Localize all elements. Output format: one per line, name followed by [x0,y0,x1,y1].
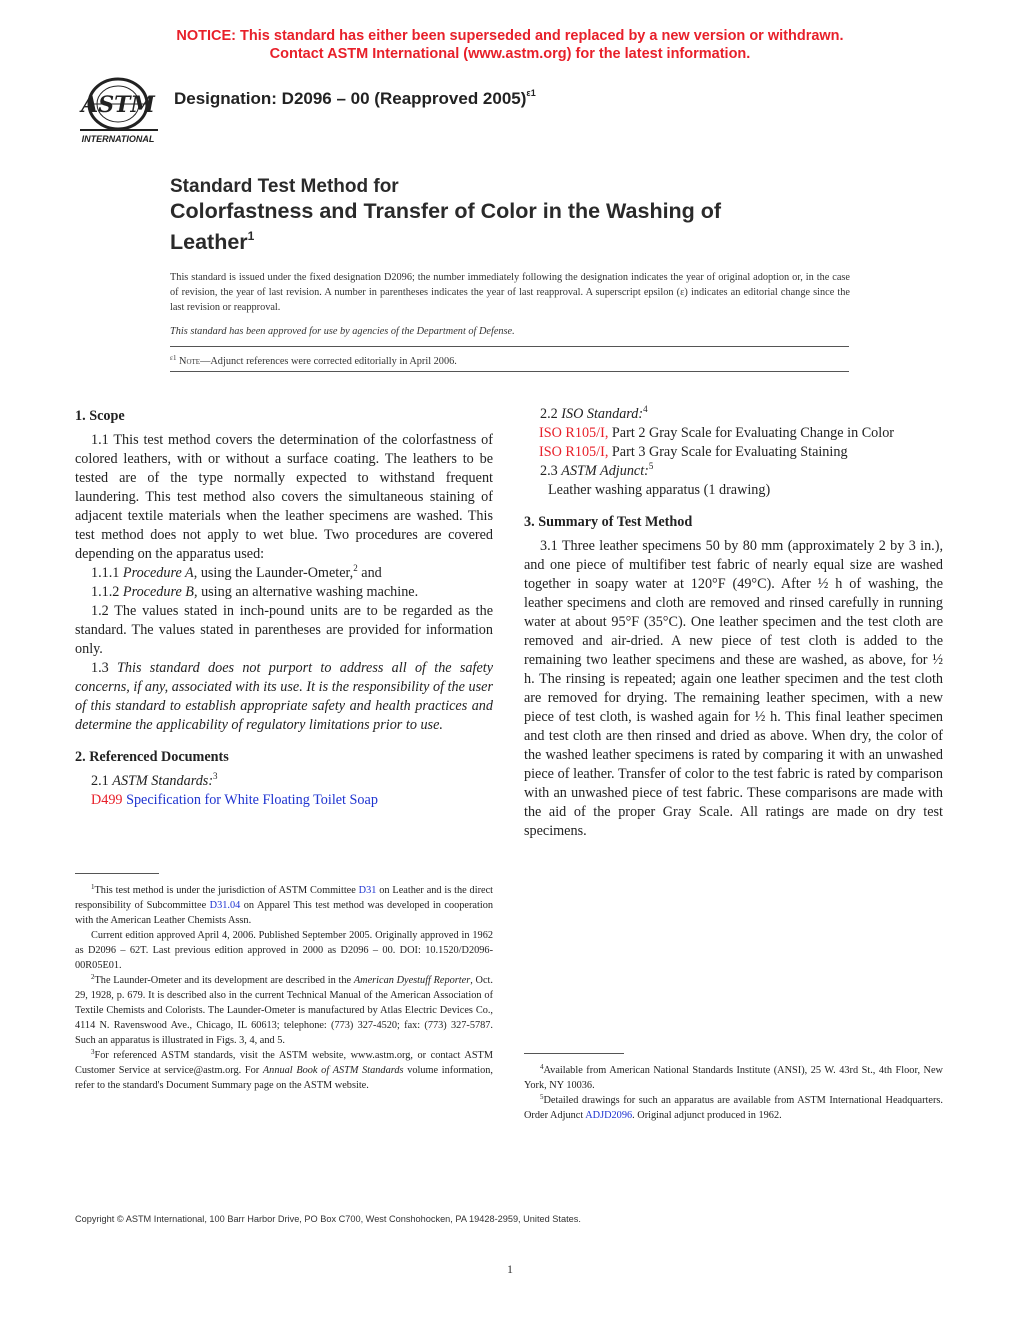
procedure-b: Procedure B [122,584,194,600]
footnote-ref: 5 [648,461,654,471]
editorial-note-label: Note [179,356,201,367]
footnote-text: on Leather and is the direct responsibility of Subcommittee [75,885,493,911]
footnote-1 [75,883,493,928]
astm-logo [76,76,162,148]
section-heading-summary: 3. Summary of Test Method [524,514,693,530]
paragraph-3-1: 3.1 Three leather specimens 50 by 80 mm (approximately 2 by 3 in.), and one piece of multifiber test fabric of nearly equal size are washed together in soapy water at 120°F (49°C). After ½ h of washing, the leather specimens and cloth are removed and rinsed carefully in running water at about 95°F (35°C). One leather specimen and the test cloth are removed and air-dried. A new piece of test cloth is added to the remaining two leather specimens and these are washed, as above, for ½ h. The rinsing is repeated; again one leather specimen and the test cloth are removed for drying. The remaining leather specimen, with a new piece of test cloth, is washed again for ½ h. This final leather specimen and test cloth are then rinsed and dried as above. When dry, the color of the washed leather specimens is rated by comparing it with an unwashed piece of leather. Transfer of color to the test fabric is rated by comparison with an unwashed piece of test fabric. These comparisons are made with the aid of the proper Gray Scale. All ratings are made on dry test specimens. [524,538,943,839]
designation-epsilon: ε1 [526,88,536,98]
paragraph-text: , using the Launder-Ometer, [193,565,354,581]
footnote-4 [524,1063,943,1093]
footnote-text: , Oct. 29, 1928, p. 679. It is described also in the current Technical Manual of the American Association of Textile Chemists and Colorists. The Launder-Ometer is manufactured by Atlas Electric Devices Co., 4114 N. Ravenswood Ave., Chicago, IL 60613; telephone: (773) 327-4520; fax: (773) 327-5787. Such an apparatus is illustrated in Figs. 3, 4, and 5. [75,975,493,1046]
dod-approval: This standard has been approved for use by agencies of the Department of Defense. [170,326,515,337]
paragraph-number: 1.3 [91,660,109,676]
reference-link-d499-title[interactable]: Specification for White Floating Toilet Soap [126,792,378,808]
section-heading-references: 2. Referenced Documents [75,749,229,765]
footnote-number: 2 [91,973,95,981]
editorial-epsilon: ε1 [170,354,177,362]
astm-standards-label: ASTM Standards: [112,773,214,789]
editorial-note [170,354,457,367]
footnote-ref: 2 [353,563,358,573]
footnote-ref: 4 [643,404,648,414]
paragraph-2-2 [524,405,943,424]
divider [170,346,849,347]
footnote-text: This test method is under the jurisdiction of ASTM Committee [94,885,359,896]
logo-international: INTERNATIONAL [81,134,155,144]
paragraph-1-3 [75,659,493,735]
paragraph-2-1 [75,772,493,791]
title-line-3 [170,224,850,255]
footnote-text-italic: American Dyestuff Reporter [353,975,471,986]
paragraph-number: 2.1 [91,773,109,789]
footnote-5 [524,1093,943,1123]
designation-text: Designation: D2096 – 00 (Reapproved 2005) [174,89,527,108]
footnote-number: 1 [91,883,95,891]
footnote-2 [75,973,493,1048]
reference-iso-1 [524,424,943,443]
superseded-notice [0,27,1020,63]
paragraph-text: and [357,565,382,581]
title-line-3-text: Leather [170,230,248,254]
footnote-text: Detailed drawings for such an apparatus are available from ASTM International Headquarters. Order Adjunct [524,1095,943,1121]
reference-title: Part 3 Gray Scale for Evaluating Staining [611,444,848,460]
astm-adjunct-label: ASTM Adjunct: [561,463,649,479]
paragraph-number: 2.2 [540,406,558,422]
paragraph-number: 1.1.2 [91,584,120,600]
footnote-text: For referenced ASTM standards, visit the ASTM website, www.astm.org, or contact ASTM Customer Service at service@astm.org. For [75,1050,493,1076]
astm-logo-mark [76,76,162,148]
preamble: This standard is issued under the fixed designation D2096; the number immediately following the designation indicates the year of original adoption or, in the case of revision, the year of last revision. A number in parentheses indicates the year of last reapproval. A superscript epsilon (ε) indicates an editorial change since the last revision or reapproval. [170,272,850,313]
title-footnote-ref: 1 [247,229,255,243]
right-column [524,405,943,841]
paragraph-2-3 [524,462,943,481]
footnote-number: 5 [540,1093,544,1101]
paragraph-text: , using an alternative washing machine. [193,584,419,600]
paragraph-1-1: 1.1 This test method covers the determination of the colorfastness of colored leathers, with or without a surface coating. The leathers to be tested are of the type normally expected to withstand frequent laundering. This test method also covers the simultaneous staining of adjacent textile materials when the leather specimens are washed. This test method does not apply to wet blue. Two procedures are covered depending on the apparatus used: [75,432,493,562]
designation [174,88,536,109]
divider [170,371,849,372]
footnote-1-edition: Current edition approved April 4, 2006. Published September 2005. Originally approved in 1962 as D2096 – 62T. Last previous edition approved in 2000 as D2096 – 00. DOI: 10.1520/D2096-00R05E01. [75,930,493,971]
committee-link-d31[interactable]: D31 [358,885,377,896]
procedure-a: Procedure A [122,565,194,581]
paragraph-1-2: 1.2 The values stated in inch-pound units are to be regarded as the standard. The values stated in parentheses are provided for information only. [75,603,493,657]
footnotes-left [75,883,493,1093]
subcommittee-link-d31-04[interactable]: D31.04 [209,900,241,911]
safety-statement: This standard does not purport to address all of the safety concerns, if any, associated with its use. It is the responsibility of the user of this standard to establish appropriate safety and health practices and determine the applicability of regulatory limitations prior to use. [75,660,493,733]
footnote-divider [524,1053,624,1054]
reference-iso-2 [524,443,943,462]
footnote-text: on Apparel This test method was developed in cooperation with the American Leather Chemists Assn. [75,900,493,926]
footnote-text: volume information, refer to the standard's Document Summary page on the ASTM website. [75,1065,493,1091]
title-line-2: Colorfastness and Transfer of Color in the Washing of [170,199,722,223]
footnote-number: 3 [91,1048,95,1056]
notice-line-2: Contact ASTM International (www.astm.org) for the latest information. [269,46,751,62]
section-heading-scope: 1. Scope [75,408,125,424]
footnote-text-italic: Annual Book of ASTM Standards [262,1065,404,1076]
adjunct-link[interactable]: ADJD2096 [585,1110,633,1121]
footnote-3 [75,1048,493,1093]
left-column [75,407,493,810]
footnote-divider [75,873,159,874]
document-title [170,175,850,255]
footnote-number: 4 [540,1063,544,1071]
reference-d499 [75,791,493,810]
paragraph-number: 1.1.1 [91,565,120,581]
reference-title: Part 2 Gray Scale for Evaluating Change in Color [611,425,895,441]
footnote-text: . Original adjunct produced in 1962. [632,1110,782,1121]
footnote-ref: 3 [213,771,218,781]
paragraph-1-1-1 [75,564,493,583]
logo-mark-text: ASTM [81,92,155,118]
copyright: Copyright © ASTM International, 100 Barr Harbor Drive, PO Box C700, West Conshohocken, PA 19428-2959, United States. [75,1214,581,1224]
title-line-1: Standard Test Method for [170,176,399,197]
editorial-note-text: —Adjunct references were corrected editorially in April 2006. [200,356,457,367]
reference-link-d499[interactable]: D499 [91,792,123,808]
adjunct-item: Leather washing apparatus (1 drawing) [548,482,771,498]
reference-link-iso[interactable]: ISO R105/I, [539,425,609,441]
iso-standard-label: ISO Standard: [561,406,644,422]
footnote-text: Available from American National Standards Institute (ANSI), 25 W. 43rd St., 4th Floor, New York, NY 10036. [524,1065,943,1091]
notice-line-1: NOTICE: This standard has either been superseded and replaced by a new version or withdrawn. [176,28,844,44]
footnotes-right [524,1063,943,1123]
paragraph-number: 2.3 [540,463,558,479]
reference-link-iso[interactable]: ISO R105/I, [539,444,609,460]
page-number: 1 [507,1262,513,1276]
footnote-text: The Launder-Ometer and its development are described in the [94,975,354,986]
paragraph-1-1-2 [75,583,493,602]
